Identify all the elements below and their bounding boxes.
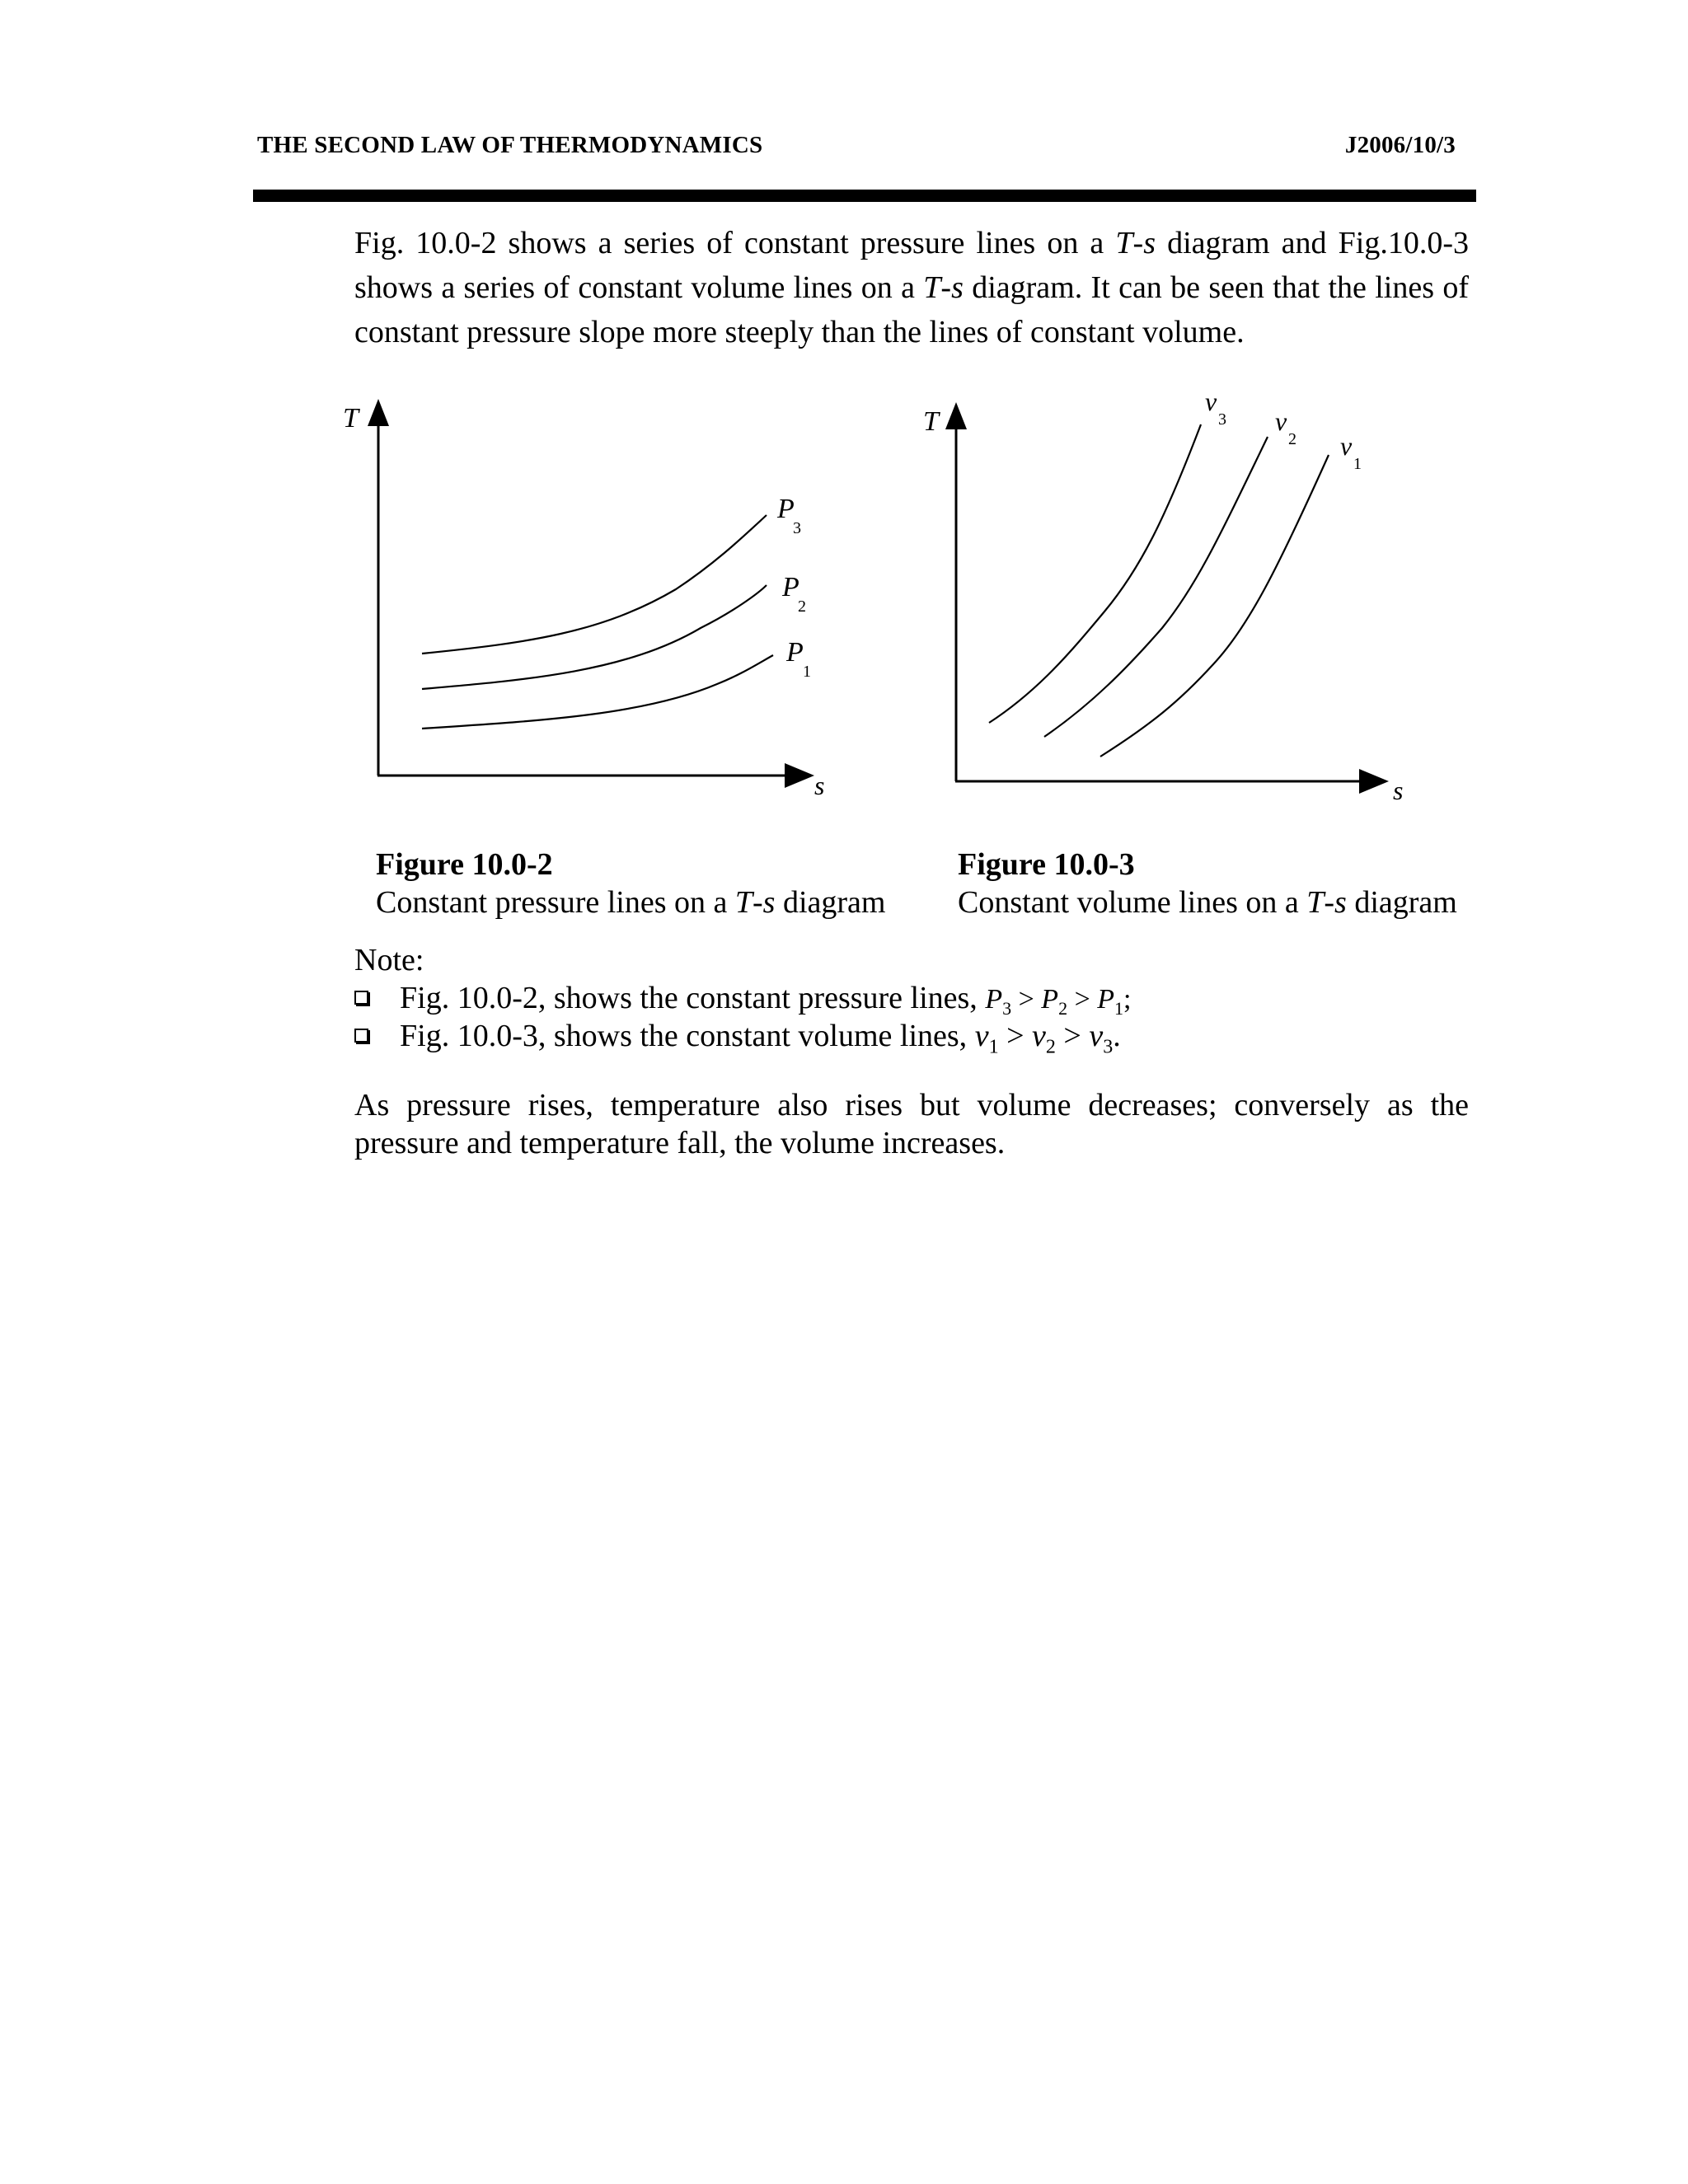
label-v1-sub: 1 (1353, 455, 1362, 473)
caption-title: Figure 10.0-2 (376, 847, 553, 882)
x-axis-label: s (814, 771, 825, 800)
x-axis-label: s (1393, 776, 1404, 805)
label-p2-sub: 2 (798, 598, 806, 616)
checkbox-bullet-icon (354, 1029, 368, 1043)
caption-text: Constant volume lines on a T-s diagram (958, 885, 1457, 920)
label-v3: v (1205, 387, 1217, 416)
note-label: Note: (354, 943, 424, 977)
curve-p2 (422, 585, 767, 689)
y-axis-arrowhead (945, 402, 967, 429)
header-title: THE SECOND LAW OF THERMODYNAMICS (257, 132, 763, 158)
figure-constant-pressure-diagram (330, 387, 857, 816)
curve-v2 (1044, 437, 1268, 737)
volume-relation: $v_1 > v_2 > v_3$. (974, 1019, 1121, 1058)
y-axis-label: T (343, 403, 359, 434)
label-v2: v (1275, 406, 1287, 436)
label-p1: P (786, 637, 804, 668)
curve-p3 (422, 515, 767, 654)
note-bullet-volume: Fig. 10.0-3, shows the constant volume lines, $v_1 > v_2 > v_3$. (354, 1017, 1121, 1066)
figure-caption-10-0-2 (376, 846, 885, 921)
caption-title: Figure 10.0-3 (958, 847, 1135, 882)
label-p3-sub: 3 (793, 519, 801, 537)
y-axis-arrowhead (368, 399, 389, 426)
header-page-code: J2006/10/3 (1344, 132, 1456, 158)
label-v2-sub: 2 (1288, 430, 1296, 448)
pressure-relation: $P_3 > P_2 > P_1$; (985, 984, 1132, 1019)
note-bullet-pressure: Fig. 10.0-2, shows the constant pressure lines, $P_3 > P_2 > P_1$; (354, 979, 1131, 1028)
figure-constant-volume-diagram (907, 387, 1434, 816)
x-axis-arrowhead (785, 763, 814, 788)
label-p2: P (782, 572, 799, 602)
label-v3-sub: 3 (1218, 410, 1226, 429)
label-v1: v (1340, 431, 1353, 461)
y-axis-label: T (923, 406, 939, 437)
label-p1-sub: 1 (803, 663, 811, 681)
checkbox-bullet-icon (354, 991, 368, 1005)
intro-paragraph: Fig. 10.0-2 shows a series of constant pressure lines on a T-s diagram and Fig.10.0-3 shows a series of constant volume lines on a T-s diagram. It can be seen that the lines of constant pressure slope more steeply than the lines of constant volume. (354, 226, 1469, 349)
curve-v1 (1100, 455, 1329, 757)
conclusion-paragraph: As pressure rises, temperature also rises but volume decreases; conversely as the pressure and temperature fall, the volume increases. (354, 1088, 1469, 1160)
x-axis-arrowhead (1359, 769, 1389, 794)
curve-v3 (989, 424, 1201, 723)
header-rule (253, 190, 1476, 202)
label-p3: P (777, 494, 795, 524)
caption-text: Constant pressure lines on a T-s diagram (376, 885, 886, 920)
figure-caption-10-0-3 (958, 846, 1457, 921)
